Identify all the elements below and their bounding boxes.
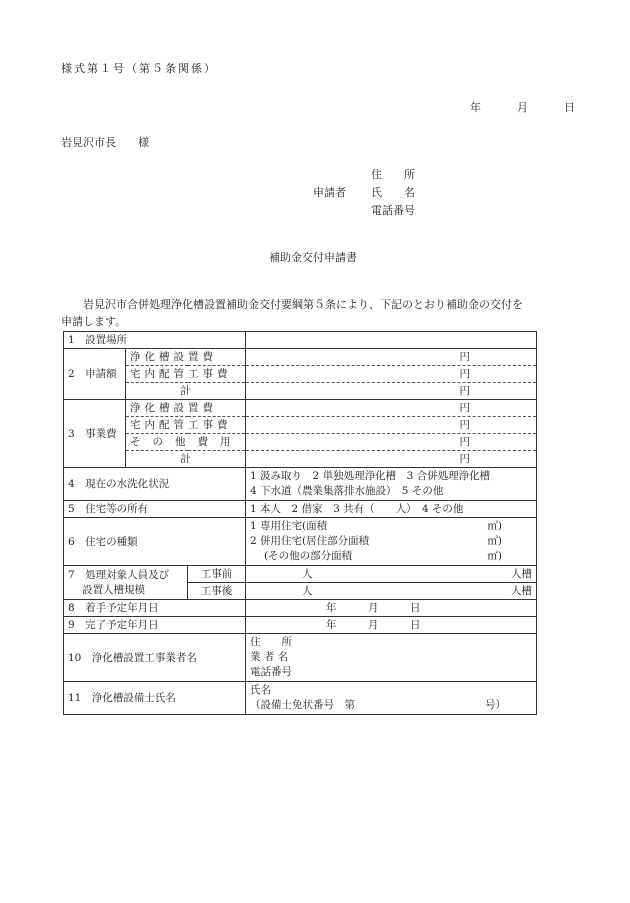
cost-item: その他費用 [126,434,246,451]
document-title: 補助金交付申請書 [269,251,357,264]
table-row [64,566,537,583]
addressee: 岩見沢市長 様 [61,136,149,149]
row-contractor-fields[interactable] [246,634,537,682]
tank-unit: 人槽 [511,585,533,597]
row-technician-fields[interactable] [246,682,537,715]
row-ownership-label: 5 住宅等の所有 [64,501,246,518]
cost-total[interactable]: 円 [246,451,537,468]
table-row [64,468,537,501]
row-status-label: 4 現在の水洗化状況 [64,468,246,501]
contractor-name-label: 業 者 名 [250,651,289,663]
start-date-value[interactable]: 年 月 日 [246,600,537,617]
request-amount[interactable]: 円 [246,366,537,383]
applicant-name-label: 氏 名 [371,186,415,199]
table-row [64,634,537,682]
row-end-date-label: 9 完了予定年月日 [64,617,246,634]
status-options-line: 1 汲み取り 2 単独処理浄化槽 3 合併処理浄化槽 [250,470,491,482]
person-unit: 人 [302,568,313,580]
row-cost-label: 3 事業費 [64,400,126,468]
intro-paragraph: 岩見沢市合併処理浄化槽設置補助金交付要綱第５条により、下記のとおり補助金の交付を申請します。 [61,298,523,328]
row-request-label: 2 申請額 [64,349,126,400]
table-row [64,400,537,417]
table-row [64,434,537,451]
row-housing-options[interactable] [246,518,537,566]
contractor-phone-label: 電話番号 [250,666,293,678]
housing-option: 2 併用住宅(居住部分面積 [250,535,370,547]
applicant-phone-label: 電話番号 [371,204,415,217]
request-total[interactable]: 円 [246,383,537,400]
cost-item: 浄化槽設置費 [126,400,246,417]
table-row [64,349,537,366]
contractor-address-label: 住 所 [250,636,293,648]
technician-name-label: 氏名 [250,684,272,696]
capacity-label-line: 7 処理対象人員及び [68,568,170,581]
license-number-label: （設備士免状番号 第 [250,699,356,711]
capacity-before-label: 工事前 [188,566,246,583]
request-item: 宅内配管工事費 [126,366,246,383]
row-capacity-label [64,566,188,600]
row-ownership-options[interactable]: 1 本人 2 借家 3 共有（ 人） 4 その他 [246,501,537,518]
area-unit: ㎡) [487,550,503,562]
row-location-value[interactable] [246,332,537,349]
table-row [64,501,537,518]
applicant-role: 申請者 [313,186,346,199]
table-row [64,600,537,617]
table-row [64,617,537,634]
table-row [64,366,537,383]
license-number-suffix: 号） [485,699,507,711]
applicant-block [313,166,415,220]
form-number: 様式第１号（第５条関係） [61,62,217,75]
table-row [64,417,537,434]
date-line [470,99,575,115]
tank-unit: 人槽 [511,568,533,580]
person-unit: 人 [302,585,313,597]
row-location-label: 1 設置場所 [64,332,246,349]
area-unit: ㎡) [487,520,503,532]
cost-amount[interactable]: 円 [246,400,537,417]
row-technician-label: 11 浄化槽設備士氏名 [64,682,246,715]
row-contractor-label: 10 浄化槽設置工事業者名 [64,634,246,682]
application-table [63,331,537,715]
cost-amount[interactable]: 円 [246,434,537,451]
applicant-address-label: 住 所 [371,168,415,181]
capacity-label-line: 設置人槽規模 [82,583,145,596]
table-row [64,518,537,566]
table-row [64,332,537,349]
capacity-after-label: 工事後 [188,583,246,600]
row-housing-label: 6 住宅の種類 [64,518,246,566]
row-status-options[interactable] [246,468,537,501]
housing-option: 1 専用住宅(面積 [250,520,328,532]
request-total-label: 計 [126,383,246,400]
cost-item: 宅内配管工事費 [126,417,246,434]
request-amount[interactable]: 円 [246,349,537,366]
date-year: 年 [470,101,481,114]
table-row [64,682,537,715]
area-unit: ㎡) [487,535,503,547]
status-options-line: 4 下水道（農業集落排水施設） 5 その他 [250,485,444,497]
capacity-before-value[interactable] [246,566,537,583]
date-month: 月 [517,101,528,114]
date-day: 日 [564,101,575,114]
request-item: 浄化槽設置費 [126,349,246,366]
capacity-after-value[interactable] [246,583,537,600]
end-date-value[interactable]: 年 月 日 [246,617,537,634]
cost-total-label: 計 [126,451,246,468]
table-row [64,451,537,468]
housing-option: (その他の部分面積 [264,550,353,562]
row-start-date-label: 8 着手予定年月日 [64,600,246,617]
cost-amount[interactable]: 円 [246,417,537,434]
table-row [64,383,537,400]
